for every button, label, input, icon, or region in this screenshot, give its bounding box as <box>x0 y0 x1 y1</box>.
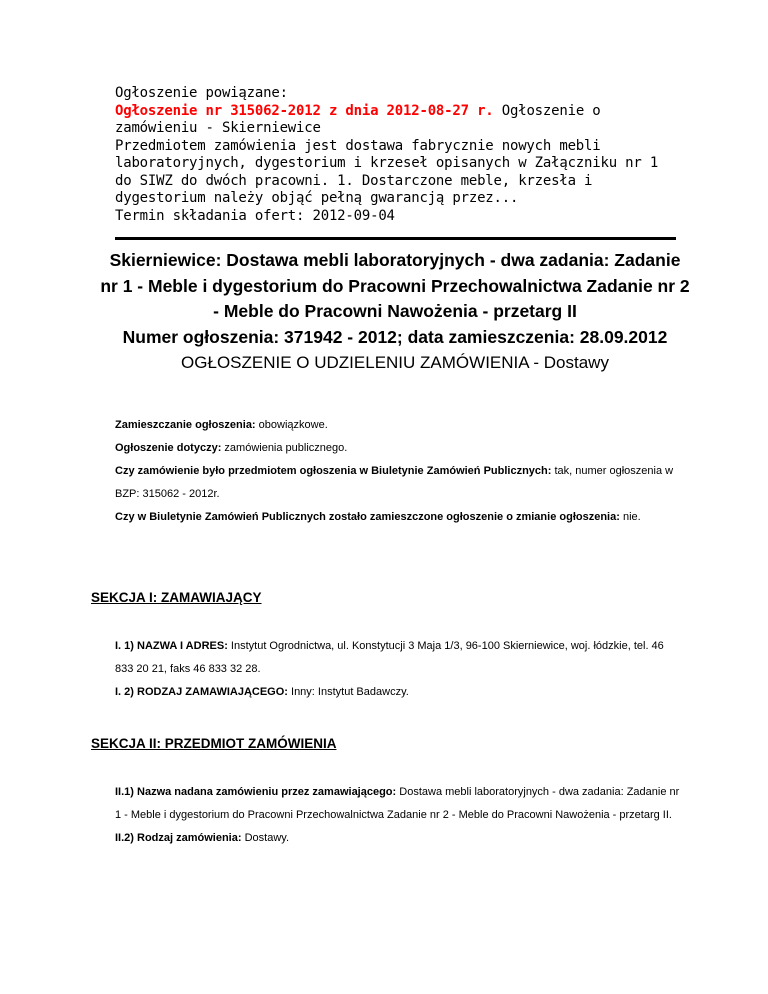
field-label: Czy zamówienie było przedmiotem ogłoszenia w Biuletynie Zamówień Publicznych: <box>115 465 552 477</box>
field-value: Instytut Ogrodnictwa, ul. Konstytucji 3 Maja 1/3, 96-100 Skierniewice, woj. łódzkie, tel. 46 833 20 21, faks 46 833 32 28. <box>115 640 664 675</box>
field-value: Dostawy. <box>241 832 290 844</box>
field-bzp <box>115 460 680 506</box>
field-value: zamówienia publicznego. <box>221 442 348 454</box>
field-order-type <box>115 827 680 850</box>
notice-number: Numer ogłoszenia: 371942 - 2012; data zamieszczenia: 28.09.2012 <box>122 326 668 347</box>
field-label: Czy w Biuletynie Zamówień Publicznych zostało zamieszczone ogłoszenie o zmianie ogłoszenia: <box>115 511 620 523</box>
notice-title-block <box>100 248 690 376</box>
field-publication <box>115 414 680 437</box>
section-2-content <box>115 781 680 850</box>
section-1-content <box>115 635 680 704</box>
related-link-line <box>115 103 675 138</box>
related-deadline: Termin składania ofert: 2012-09-04 <box>115 207 395 224</box>
section-2-heading: SEKCJA II: PRZEDMIOT ZAMÓWIENIA <box>91 736 337 751</box>
related-notice <box>115 85 675 225</box>
field-concerns <box>115 437 680 460</box>
field-contracting-type <box>115 681 680 704</box>
field-value: obowiązkowe. <box>255 419 328 431</box>
field-label: Ogłoszenie dotyczy: <box>115 442 222 454</box>
field-label: Zamieszczanie ogłoszenia: <box>115 419 256 431</box>
notice-type: OGŁOSZENIE O UDZIELENIU ZAMÓWIENIA - Dostawy <box>181 353 609 372</box>
field-value: tak, numer ogłoszenia w BZP: 315062 - 2012r. <box>115 465 674 500</box>
field-label: II.1) Nazwa nadana zamówieniu przez zamawiającego: <box>115 786 397 798</box>
field-value: Inny: Instytut Badawczy. <box>287 686 409 698</box>
field-label: I. 2) RODZAJ ZAMAWIAJĄCEGO: <box>115 686 288 698</box>
field-change <box>115 506 680 529</box>
divider <box>115 237 676 240</box>
related-link-suffix: Ogłoszenie o zamówieniu - Skierniewice <box>115 102 601 136</box>
field-label: I. 1) NAZWA I ADRES: <box>115 640 228 652</box>
field-name-address <box>115 635 680 681</box>
section-1-heading: SEKCJA I: ZAMAWIAJĄCY <box>91 590 262 605</box>
notice-fields <box>115 414 680 529</box>
field-value: Dostawa mebli laboratoryjnych - dwa zadania: Zadanie nr 1 - Meble i dygestorium do Pracowni Przechowalnictwa Zadanie nr 2 - Meble do Pracowni Nawożenia - przetarg II. <box>115 786 680 821</box>
field-order-name <box>115 781 680 827</box>
related-heading: Ogłoszenie powiązane: <box>115 85 288 101</box>
field-value: nie. <box>619 511 641 523</box>
related-notice-link[interactable]: Ogłoszenie nr 315062-2012 z dnia 2012-08-27 r. <box>115 102 494 119</box>
notice-title: Skierniewice: Dostawa mebli laboratoryjnych - dwa zadania: Zadanie nr 1 - Meble i dygestorium do Pracowni Przechowalnictwa Zadanie nr 2 - Meble do Pracowni Nawożenia - przetarg II <box>100 250 690 321</box>
related-description: Przedmiotem zamówienia jest dostawa fabrycznie nowych mebli laboratoryjnych, dygestorium i krzeseł opisanych w Załączniku nr 1 do SIWZ do dwóch pracowni. 1. Dostarczone meble, krzesła i dygestorium należy objąć pełną gwarancją przez... <box>115 137 659 206</box>
field-label: II.2) Rodzaj zamówienia: <box>115 832 242 844</box>
